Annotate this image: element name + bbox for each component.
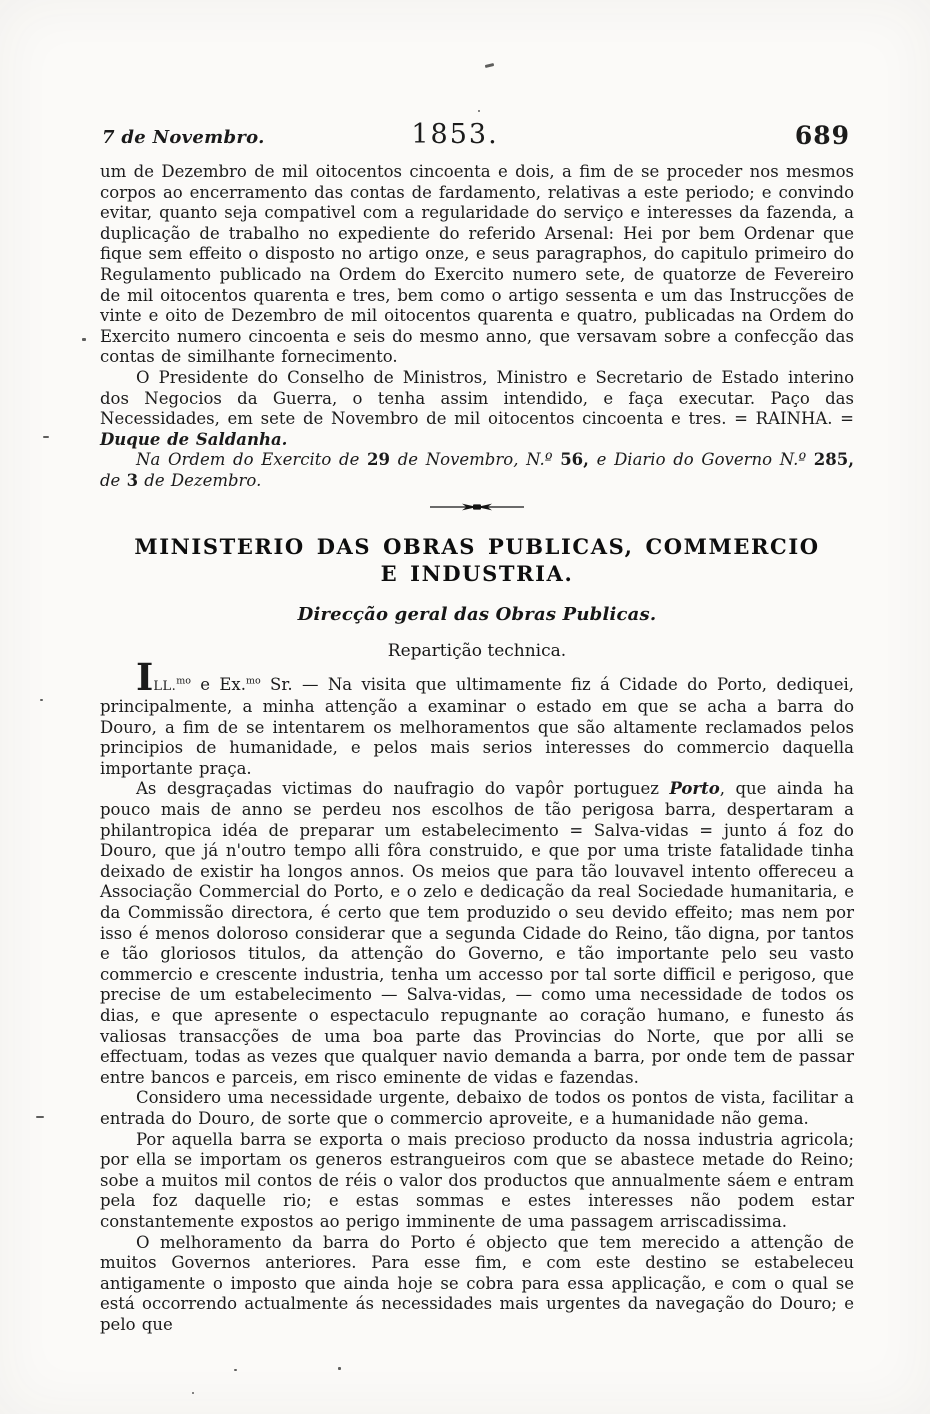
ministry-heading-line-1: MINISTERIO DAS OBRAS PUBLICAS, COMMERCIO (134, 533, 820, 559)
letter-commerce-paragraph: Por aquella barra se exporta o mais precioso producto da nossa industria agricola; por ella se importam os generos estrangueiros com que se abastece metade do Reino; sobe a muitos mil contos de réis o valor dos productos que annualmente sáem e entram pela foz daquelle rio; e estas sommas e estes interesses não podem estar constantemente expostos ao perigo imminente de uma passagem arriscadissima. (100, 1129, 854, 1231)
scan-speck (485, 63, 494, 68)
ministry-heading-line-2: E INDUSTRIA. (380, 560, 574, 586)
letter-shipwreck-paragraph: As desgraçadas victimas do naufragio do vapôr portuguez Porto, que ainda ha pouco mais de anno se perdeu nos escolhos de tão perigosa barra, despertaram a philantropica idéa de preparar um estabelecimento = Salva-vidas = junto á foz do Douro, que já n'outro tempo alli fôra construido, e que por uma triste fatalidade tinha deixado de existir ha longos annos. Os meios que para tão louvavel intento offereceu a Associação Commercial do Porto, e o zelo e dedicação da real Sociedade humanitaria, e da Commissão directora, é certo que tem produzido o seu devido effeito; mas nem por isso é menos doloroso considerar que a segunda Cidade do Reino, tão digna, por tantos e tão gloriosos titulos, da attenção do Governo, e tão importante pelo seu vasto commercio e crescente industria, tenha um accesso por tal sorte difficil e perigoso, que precise de um estabelecimento — Salva-vidas, — como uma necessidade de todos os dias, e que apresente o espectaculo repugnante ao coração humano, e funesto ás valiosas transacções de uma boa parte das Provincias do Norte, que por alli se effectuam, todas as vezes que qualquer navio demanda a barra, por onde tem de passar entre bancos e parceis, em risco eminente de vidas e fazendas. (100, 779, 854, 1087)
scan-speck (192, 1392, 194, 1394)
scan-speck (36, 1116, 44, 1118)
running-head-date: 7 de Novembro. (102, 127, 265, 148)
letter-salutation-paragraph: ILL.$^{mo}$ e Ex.$^{mo}$ Sr. — Na visita que ultimamente fiz á Cidade do Porto, dediquei, principalmente, a minha attenção a examinar o estado em que se acha a barra do Douro, a fim de se intentarem os melhoramentos que são altamente reclamados pelos principios de humanidade, e pelos mais serios interesses do commercio daquella importante praça. (100, 654, 854, 778)
decree-section (100, 162, 854, 492)
text-column (100, 116, 854, 1336)
section-divider-ornament (429, 501, 525, 513)
scan-speck (40, 699, 43, 701)
scan-speck (478, 110, 480, 112)
letter-urgency-paragraph: Considero uma necessidade urgente, debaixo de todos os pontos de vista, facilitar a entrada do Douro, de sorte que o commercio aproveite, e a humanidade não gema. (100, 1088, 854, 1128)
running-head (100, 116, 854, 150)
scan-speck (234, 1369, 237, 1371)
page-number: 689 (794, 121, 850, 150)
scan-speck (43, 436, 49, 438)
decree-continuation-paragraph: um de Dezembro de mil oitocentos cincoenta e dois, a fim de se proceder nos mesmos corpos ao encerramento das contas de fardamento, relativas a este periodo; e convindo evitar, quanto seja compativel com a regularidade do serviço e interesses da fazenda, a duplicação de trabalho no expediente do referido Arsenal: Hei por bem Ordenar que fique sem effeito o disposto no artigo onze, e seus paragraphos, do capitulo primeiro do Regulamento publicado na Ordem do Exercito numero sete, de quatorze de Fevereiro de mil oitocentos quarenta e tres, bem como o artigo sessenta e um das Instrucções de vinte e oito de Dezembro de mil oitocentos quarenta e quatro, publicadas na Ordem do Exercito numero cincoenta e seis do mesmo anno, que versavam sobre a confecção das contas de similhante fornecimento. (100, 162, 854, 367)
decree-execution-paragraph: O Presidente do Conselho de Ministros, Ministro e Secretario de Estado interino dos Negocios da Guerra, o tenha assim intendido, e faça executar. Paço das Necessidades, em sete de Novembro de mil oitocentos cincoenta e tres. = RAINHA. = Duque de Saldanha. (100, 367, 854, 449)
letter-improvement-paragraph: O melhoramento da barra do Porto é objecto que tem merecido a attenção de muitos Governos anteriores. Para esse fim, e com este destino se estabeleceu antigamente o imposto que ainda hoje se cobra para essa applicação, e com o qual se está occorrendo actualmente ás necessidades mais urgentes da navegação do Douro; e pelo que (100, 1232, 854, 1334)
ministry-heading (100, 533, 854, 587)
publication-citation: Na Ordem do Exercito de 29 de Novembro, N.º 56, e Diario do Governo N.º 285, de 3 de Dezembro. (100, 450, 854, 490)
scan-speck (82, 338, 86, 341)
running-head-year: 1853. (411, 119, 499, 150)
scan-speck (338, 1367, 341, 1370)
bureau-subheading: Repartição technica. (387, 640, 567, 661)
letter-section (100, 654, 854, 1336)
direction-subheading: Direcção geral das Obras Publicas. (297, 603, 657, 625)
